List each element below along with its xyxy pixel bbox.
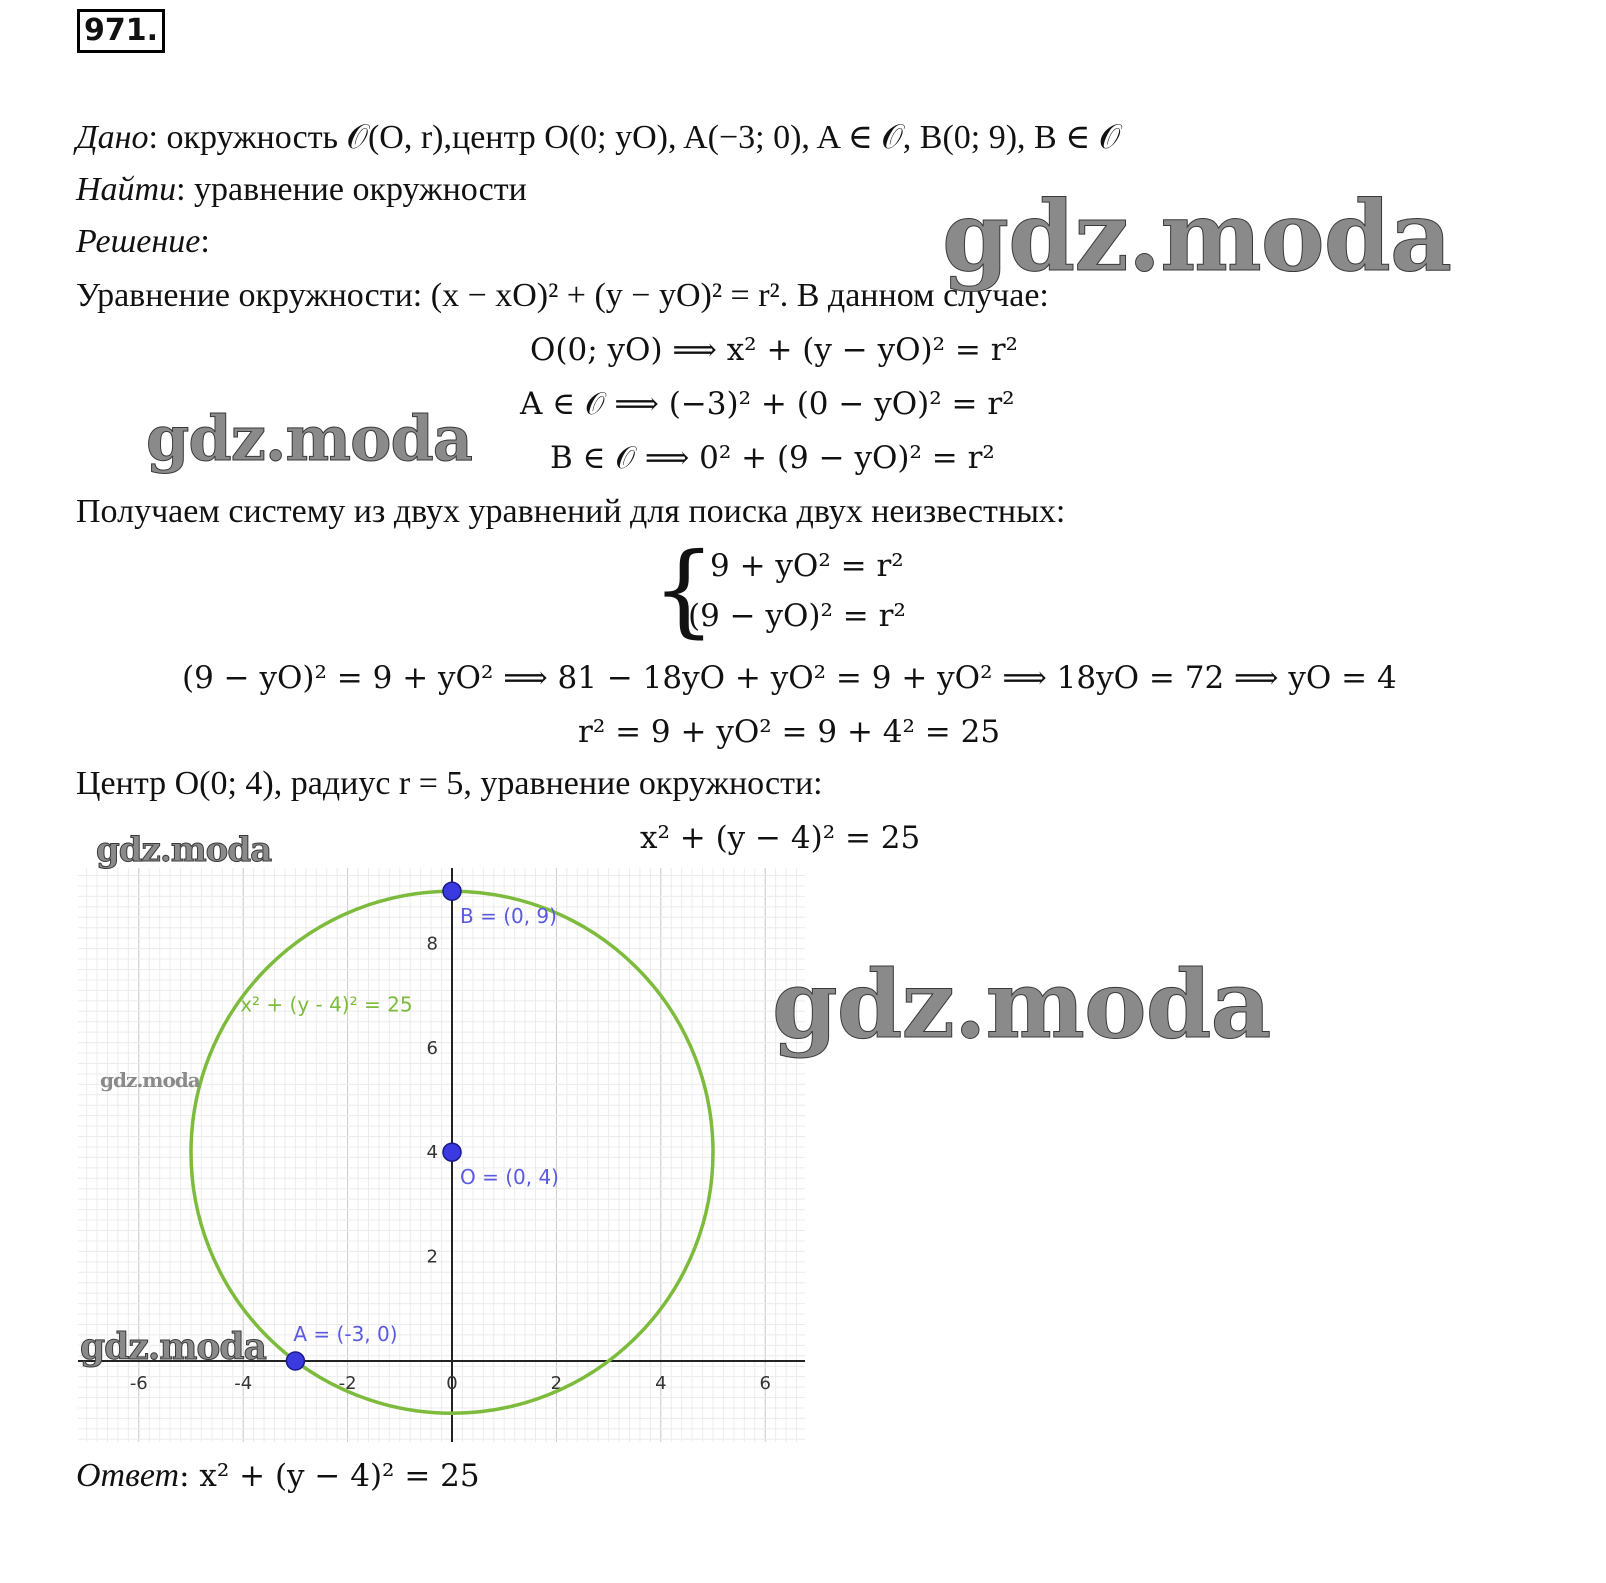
x-tick-label: -2	[338, 1373, 357, 1394]
equation-3: B ∈ 𝒪 ⟹ 0² + (9 − yO)² = r²	[550, 440, 995, 476]
system-equation-2: (9 − yO)² = r²	[688, 598, 906, 634]
solution-label: Решение	[76, 223, 201, 260]
x-tick-label: 4	[655, 1373, 667, 1394]
watermark: gdz.moda	[942, 180, 1452, 293]
system-intro: Получаем систему из двух уравнений для поиска двух неизвестных:	[76, 493, 1066, 530]
watermark: gdz.moda	[80, 1326, 266, 1368]
answer-line	[76, 1456, 480, 1496]
watermark: gdz.moda	[146, 402, 472, 475]
center-radius-line: Центр O(0; 4), радиус r = 5, уравнение окружности:	[76, 765, 823, 802]
answer-label: Ответ	[76, 1457, 180, 1494]
x-tick-label: 6	[759, 1373, 771, 1394]
point-A	[286, 1352, 304, 1370]
equation-1: O(0; yO) ⟹ x² + (y − yO)² = r²	[530, 332, 1018, 368]
system-brace: {	[652, 531, 716, 648]
y-tick-label: 4	[426, 1142, 438, 1164]
given-label: Дано	[76, 119, 149, 156]
given-text: : окружность 𝒪(O, r),центр O(0; yO), A(−3; 0), A ∈ 𝒪, B(0; 9), B ∈ 𝒪	[148, 119, 1121, 156]
problem-number: 971.	[77, 9, 165, 53]
final-equation: x² + (y − 4)² = 25	[640, 820, 921, 856]
point-label-O: O = (0, 4)	[460, 1165, 559, 1190]
answer-text: : x² + (y − 4)² = 25	[179, 1458, 480, 1494]
point-label-B: B = (0, 9)	[460, 904, 557, 929]
equation-2: A ∈ 𝒪 ⟹ (−3)² + (0 − yO)² = r²	[520, 386, 1015, 422]
x-tick-label: 2	[550, 1373, 563, 1394]
watermark: gdz.moda	[96, 830, 272, 870]
y-tick-label: 2	[426, 1246, 438, 1268]
point-label-A: A = (-3, 0)	[293, 1322, 398, 1346]
derivation: (9 − yO)² = 9 + yO² ⟹ 81 − 18yO + yO² = 9 + yO² ⟹ 18yO = 72 ⟹ yO = 4	[182, 660, 1397, 696]
radius-calculation: r² = 9 + yO² = 9 + 4² = 25	[578, 714, 1001, 750]
system-equation-1: 9 + yO² = r²	[710, 548, 904, 584]
x-tick-label: 0	[446, 1373, 458, 1394]
point-O	[443, 1143, 461, 1161]
circle-equation-label: x² + (y - 4)² = 25	[240, 992, 413, 1017]
point-B	[443, 882, 461, 900]
y-tick-label: 8	[426, 933, 438, 955]
y-tick-label: 6	[426, 1037, 438, 1059]
watermark: gdz.moda	[772, 950, 1271, 1060]
circle-equation-intro: Уравнение окружности: (x − xO)² + (y − yO)² = r². В данном случае:	[76, 277, 1049, 314]
watermark: gdz.moda	[100, 1068, 200, 1092]
x-tick-label: -4	[234, 1373, 253, 1394]
x-tick-label: -6	[129, 1373, 148, 1394]
find-text: : уравнение окружности	[176, 171, 527, 208]
solution-text: :	[200, 223, 210, 260]
find-label: Найти	[76, 171, 177, 208]
